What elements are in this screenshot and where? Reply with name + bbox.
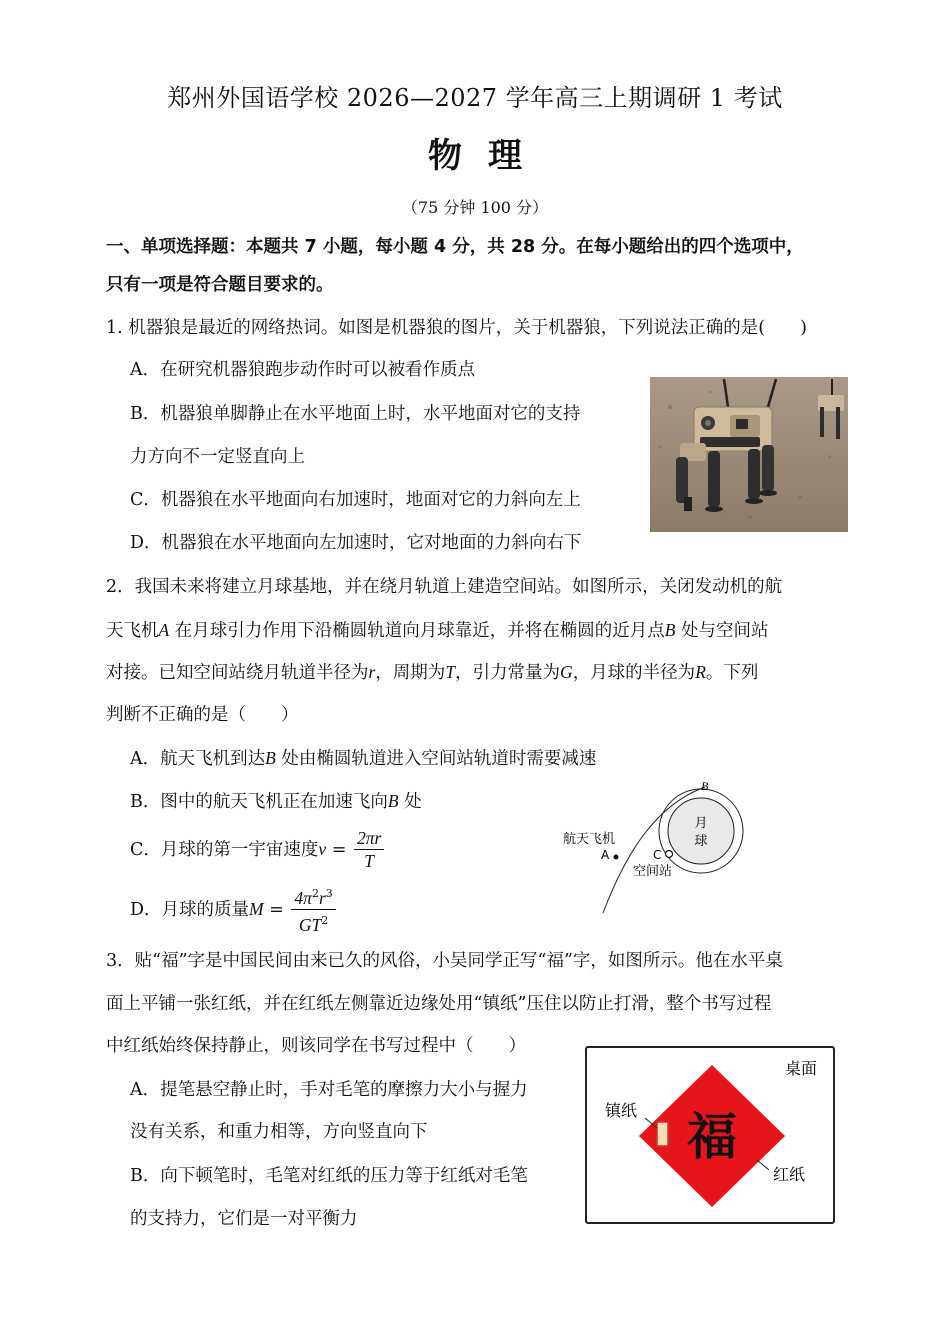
q2-option-d-fraction	[291, 884, 335, 937]
q2-stem-line3-text2: ，周期为	[375, 663, 446, 683]
q1-option-b-line2: 力方向不一定竖直向上	[130, 447, 305, 467]
q2-option-d	[130, 884, 336, 937]
q2-stem-line2-text2: 在月球引力作用下沿椭圆轨道向月球靠近，并将在椭圆的近月点	[169, 621, 665, 641]
q2-stem-line2	[106, 618, 769, 643]
shuttle-point-a	[614, 855, 619, 860]
q3-option-b-line1: B．向下顿笔时，毛笔对红纸的压力等于红纸对毛笔	[130, 1166, 528, 1186]
q2-option-d-denominator	[291, 910, 335, 937]
section-heading	[106, 228, 851, 304]
moon-label-2: 球	[694, 834, 708, 849]
q3-option-a-line2: 没有关系，和重力相等，方向竖直向下	[130, 1122, 428, 1142]
fu-character: 福	[687, 1107, 737, 1166]
desk-label: 桌面	[785, 1059, 818, 1078]
q2-option-c-symbol-v: v	[318, 839, 327, 859]
moon-label-1: 月	[694, 816, 708, 831]
q2-option-d-numerator-r: r	[318, 887, 326, 908]
q2-stem-line1: 2．我国未来将建立月球基地，并在绕月轨道上建造空间站。如图所示，关闭发动机的航	[106, 577, 783, 597]
q2-symbol-g: G	[560, 662, 573, 682]
q2-symbol-t: T	[445, 662, 456, 682]
q1-option-c: C．机器狼在水平地面向右加速时，地面对它的力斜向左上	[130, 490, 581, 510]
q2-option-c-equals: =	[326, 840, 352, 860]
q2-option-a	[130, 746, 596, 771]
q3-option-b-line2: 的支持力，它们是一对平衡力	[130, 1209, 358, 1229]
paper-weight-label: 镇纸	[605, 1101, 638, 1120]
q2-option-b-text2: 处	[398, 792, 422, 812]
q2-option-a-text1: A．航天飞机到达	[130, 749, 266, 769]
q2-option-d-numerator	[291, 884, 335, 910]
point-a-label: A	[601, 848, 610, 862]
red-paper-leader	[757, 1160, 769, 1170]
q2-symbol-b: B	[664, 620, 676, 640]
q2-option-d-denominator-gt: GT	[298, 914, 322, 935]
q2-option-b-symbol-b: B	[387, 791, 399, 811]
q2-option-c-numerator	[354, 828, 384, 850]
q2-stem-line3-text4: ，月球的半径为	[572, 663, 696, 683]
robot-wolf-photo	[650, 377, 848, 532]
q2-stem-line3	[106, 660, 758, 685]
space-station-point	[666, 851, 673, 858]
q2-option-c-denominator	[354, 850, 384, 873]
q2-stem-line3-text1: 对接。已知空间站绕月轨道半径为	[106, 663, 369, 683]
exam-title: 郑州外国语学校 2026—2027 学年高三上期调研 1 考试	[167, 84, 783, 112]
q2-stem-line4: 判断不正确的是（ ）	[106, 705, 299, 725]
q2-option-a-symbol-b: B	[265, 748, 276, 768]
moon	[668, 798, 734, 864]
q2-stem-line2-text3: 处与空间站	[675, 621, 769, 641]
point-c-label: C	[653, 848, 662, 862]
shuttle-label: 航天飞机	[563, 832, 616, 847]
subject-title: 物理	[428, 136, 548, 176]
station-label: 空间站	[633, 864, 673, 879]
desk-diagram	[585, 1046, 835, 1224]
q2-option-c	[130, 828, 384, 873]
section-heading-line2: 只有一项是符合题目要求的。	[106, 275, 334, 295]
q2-stem-line3-text5: 。下列	[705, 663, 759, 683]
q2-option-a-text2: 处由椭圆轨道进入空间站轨道时需要减速	[275, 749, 597, 769]
exam-meta: （75 分钟 100 分）	[401, 198, 549, 217]
q2-option-d-equals: =	[263, 899, 290, 920]
point-b-label: B	[701, 779, 709, 793]
section-heading-line1: 一、单项选择题：本题共 7 小题，每小题 4 分，共 28 分。在每小题给出的四个选项中，	[106, 237, 804, 257]
q1-option-b-line1: B．机器狼单脚静止在水平地面上时，水平地面对它的支持	[130, 404, 581, 424]
q2-option-b	[130, 789, 422, 814]
q1-stem: 1. 机器狼是最近的网络热词。如图是机器狼的图片，关于机器狼，下列说法正确的是( )	[106, 318, 807, 338]
q2-stem-line3-text3: ，引力常量为	[455, 663, 561, 683]
q2-option-d-symbol-m: M	[249, 898, 264, 919]
q2-option-d-text: D．月球的质量	[130, 899, 250, 920]
desk-diagram-svg	[587, 1048, 833, 1222]
q3-option-a-line1: A．提笔悬空静止时，手对毛笔的摩擦力大小与握力	[130, 1080, 528, 1100]
q2-option-c-denominator-text: T	[364, 851, 374, 871]
q2-symbol-a: A	[158, 620, 170, 640]
q2-option-d-numerator-4pi: 4π	[294, 887, 312, 908]
q1-option-a: A．在研究机器狼跑步动作时可以被看作质点	[130, 360, 476, 380]
q2-option-b-text1: B．图中的航天飞机正在加速飞向	[130, 792, 388, 812]
q2-option-d-numerator-sup2: 3	[325, 887, 333, 900]
q1-option-d: D．机器狼在水平地面向左加速时，它对地面的力斜向右下	[130, 533, 582, 553]
q2-option-d-numerator-sup1: 2	[311, 887, 319, 900]
q2-stem-line2-text1: 天飞机	[106, 621, 159, 641]
orbit-diagram	[555, 775, 775, 915]
q2-option-c-fraction	[354, 828, 384, 873]
red-paper-label: 红纸	[773, 1165, 806, 1184]
q2-symbol-r: r	[368, 662, 376, 682]
q2-option-d-denominator-sup: 2	[321, 913, 329, 927]
robot-wolf-illustration	[650, 377, 848, 532]
q3-stem-line1: 3．贴“福”字是中国民间由来已久的风俗，小吴同学正写“福”字，如图所示。他在水平桌	[106, 951, 783, 971]
q2-symbol-big-r: R	[695, 662, 706, 682]
paper-weight	[657, 1122, 668, 1146]
q2-option-c-text: C．月球的第一宇宙速度	[130, 840, 319, 860]
q3-stem-line2: 面上平铺一张红纸，并在红纸左侧靠近边缘处用“镇纸”压住以防止打滑，整个书写过程	[106, 994, 772, 1014]
q3-stem-line3: 中红纸始终保持静止，则该同学在书写过程中（ ）	[106, 1036, 526, 1056]
q2-option-c-numerator-text: 2πr	[356, 828, 382, 848]
